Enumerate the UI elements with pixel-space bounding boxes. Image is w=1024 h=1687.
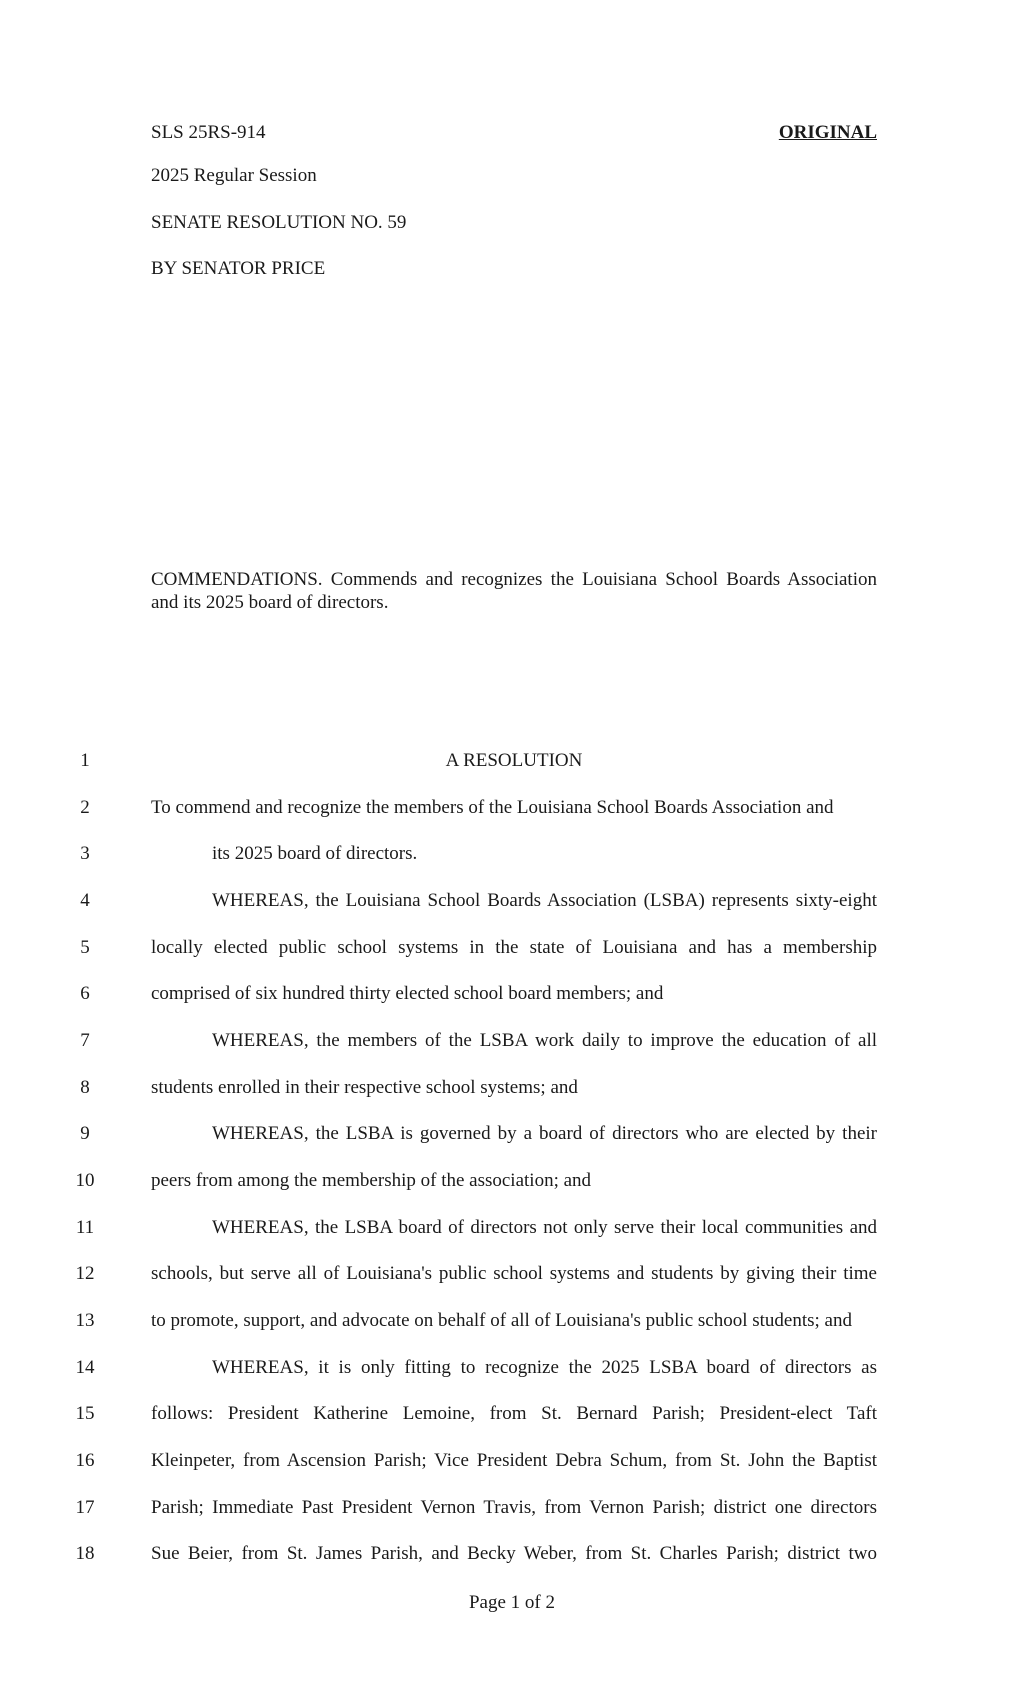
body-line: to promote, support, and advocate on behalf of all of Louisiana's public school students; and: [151, 1310, 852, 1331]
resolution-title: A RESOLUTION: [445, 750, 583, 771]
line-number: 10: [75, 1170, 95, 1191]
body-line: comprised of six hundred thirty elected school board members; and: [151, 983, 664, 1004]
body-line: students enrolled in their respective school systems; and: [151, 1077, 578, 1098]
body-line: Kleinpeter, from Ascension Parish; Vice President Debra Schum, from St. John the Baptist: [151, 1450, 877, 1471]
line-number: 9: [80, 1123, 90, 1144]
author-line: BY SENATOR PRICE: [151, 258, 326, 279]
body-line: schools, but serve all of Louisiana's public school systems and students by giving their time: [151, 1263, 877, 1284]
body-line: peers from among the membership of the association; and: [151, 1170, 592, 1191]
page-number: Page 1 of 2: [468, 1592, 555, 1613]
body-line: locally elected public school systems in the state of Louisiana and has a membership: [151, 937, 877, 958]
body-line: WHEREAS, the LSBA board of directors not only serve their local communities and: [212, 1217, 877, 1238]
measure-title: SENATE RESOLUTION NO. 59: [151, 212, 407, 233]
line-number: 14: [75, 1357, 95, 1378]
line-number: 8: [80, 1077, 90, 1098]
line-number: 3: [80, 843, 90, 864]
line-number: 6: [80, 983, 90, 1004]
line-number: 1: [80, 750, 90, 771]
line-number: 15: [75, 1403, 95, 1424]
body-line: its 2025 board of directors.: [212, 843, 418, 864]
line-number: 18: [75, 1543, 95, 1564]
body-line: WHEREAS, the LSBA is governed by a board of directors who are elected by their: [212, 1123, 877, 1144]
line-number: 5: [80, 937, 90, 958]
body-line: To commend and recognize the members of the Louisiana School Boards Association and: [151, 797, 834, 818]
line-number: 4: [80, 890, 90, 911]
body-line: Sue Beier, from St. James Parish, and Becky Weber, from St. Charles Parish; district two: [151, 1543, 877, 1564]
body-line: WHEREAS, the Louisiana School Boards Association (LSBA) represents sixty-eight: [212, 890, 877, 911]
body-line: Parish; Immediate Past President Vernon Travis, from Vernon Parish; district one directors: [151, 1497, 877, 1518]
body-line: WHEREAS, it is only fitting to recognize the 2025 LSBA board of directors as: [212, 1357, 877, 1378]
line-number: 13: [75, 1310, 95, 1331]
line-number: 11: [75, 1217, 95, 1238]
digest-summary: COMMENDATIONS. Commends and recognizes the Louisiana School Boards Association and its 2025 board of directors.: [151, 569, 877, 613]
bill-code: SLS 25RS-914: [151, 122, 266, 143]
line-number: 2: [80, 797, 90, 818]
line-number: 7: [80, 1030, 90, 1051]
version-label: ORIGINAL: [778, 122, 877, 143]
body-line: WHEREAS, the members of the LSBA work daily to improve the education of all: [212, 1030, 877, 1051]
session-label: 2025 Regular Session: [151, 165, 317, 186]
line-number: 17: [75, 1497, 95, 1518]
body-line: follows: President Katherine Lemoine, from St. Bernard Parish; President-elect Taft: [151, 1403, 877, 1424]
line-number: 12: [75, 1263, 95, 1284]
line-number: 16: [75, 1450, 95, 1471]
